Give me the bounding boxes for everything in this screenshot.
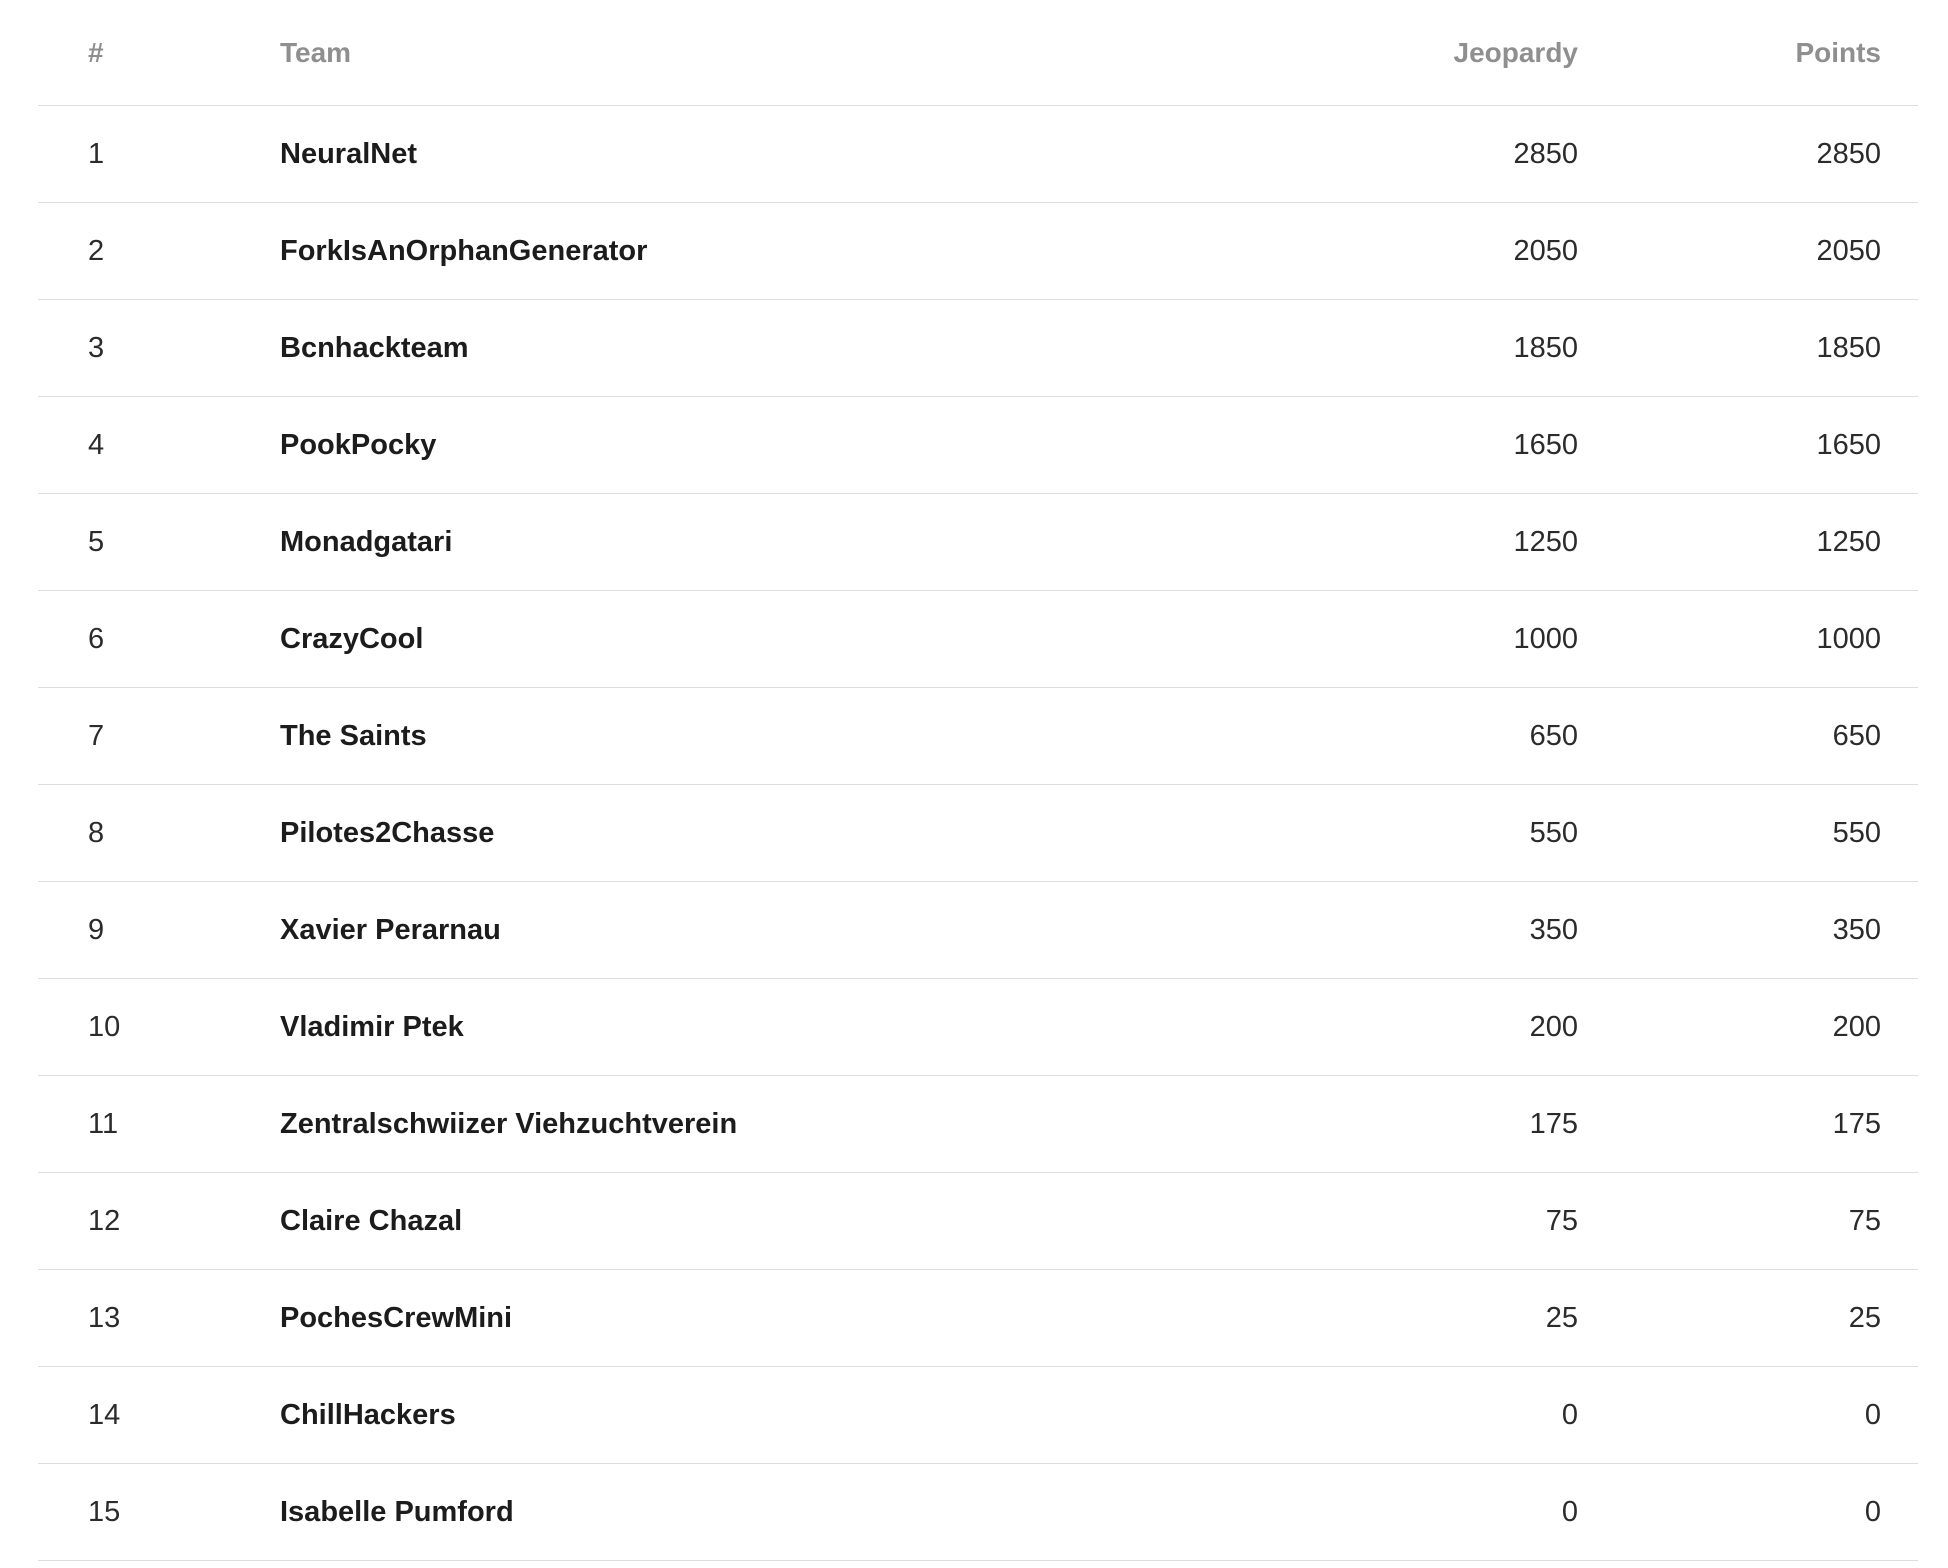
points-score: 1000: [1578, 591, 1918, 688]
table-row: [38, 494, 1918, 591]
table-row: [38, 1367, 1918, 1464]
team-name: Vladimir Ptek: [280, 979, 1116, 1076]
team-name: Zentralschwiizer Viehzuchtverein: [280, 1076, 1116, 1173]
team-name: Monadgatari: [280, 494, 1116, 591]
team-name: PochesCrewMini: [280, 1270, 1116, 1367]
column-header-rank: #: [38, 0, 280, 106]
scoreboard-body: [38, 106, 1918, 1561]
header-row: [38, 0, 1918, 106]
team-name: The Saints: [280, 688, 1116, 785]
jeopardy-score: 1850: [1116, 300, 1578, 397]
column-header-points: Points: [1578, 0, 1918, 106]
table-row: [38, 1076, 1918, 1173]
team-name: ChillHackers: [280, 1367, 1116, 1464]
rank-cell: 1: [38, 106, 280, 203]
rank-cell: 3: [38, 300, 280, 397]
rank-cell: 5: [38, 494, 280, 591]
table-row: [38, 1270, 1918, 1367]
rank-cell: 10: [38, 979, 280, 1076]
team-name: Bcnhackteam: [280, 300, 1116, 397]
jeopardy-score: 2850: [1116, 106, 1578, 203]
points-score: 2050: [1578, 203, 1918, 300]
team-name: Claire Chazal: [280, 1173, 1116, 1270]
points-score: 1250: [1578, 494, 1918, 591]
points-score: 175: [1578, 1076, 1918, 1173]
column-header-team: Team: [280, 0, 1116, 106]
table-row: [38, 1173, 1918, 1270]
points-score: 1650: [1578, 397, 1918, 494]
team-name: Isabelle Pumford: [280, 1464, 1116, 1561]
points-score: 25: [1578, 1270, 1918, 1367]
rank-cell: 4: [38, 397, 280, 494]
rank-cell: 7: [38, 688, 280, 785]
points-score: 0: [1578, 1367, 1918, 1464]
points-score: 1850: [1578, 300, 1918, 397]
table-row: [38, 106, 1918, 203]
rank-cell: 11: [38, 1076, 280, 1173]
jeopardy-score: 0: [1116, 1464, 1578, 1561]
points-score: 2850: [1578, 106, 1918, 203]
rank-cell: 12: [38, 1173, 280, 1270]
column-header-jeopardy: Jeopardy: [1116, 0, 1578, 106]
jeopardy-score: 0: [1116, 1367, 1578, 1464]
rank-cell: 2: [38, 203, 280, 300]
jeopardy-score: 2050: [1116, 203, 1578, 300]
team-name: ForkIsAnOrphanGenerator: [280, 203, 1116, 300]
jeopardy-score: 75: [1116, 1173, 1578, 1270]
rank-cell: 15: [38, 1464, 280, 1561]
scoreboard-table: [38, 0, 1918, 1561]
team-name: PookPocky: [280, 397, 1116, 494]
jeopardy-score: 550: [1116, 785, 1578, 882]
jeopardy-score: 200: [1116, 979, 1578, 1076]
rank-cell: 14: [38, 1367, 280, 1464]
jeopardy-score: 1650: [1116, 397, 1578, 494]
team-name: Pilotes2Chasse: [280, 785, 1116, 882]
table-row: [38, 979, 1918, 1076]
scoreboard-header: [38, 0, 1918, 106]
jeopardy-score: 1000: [1116, 591, 1578, 688]
rank-cell: 6: [38, 591, 280, 688]
table-row: [38, 591, 1918, 688]
rank-cell: 8: [38, 785, 280, 882]
table-row: [38, 203, 1918, 300]
points-score: 550: [1578, 785, 1918, 882]
team-name: CrazyCool: [280, 591, 1116, 688]
points-score: 200: [1578, 979, 1918, 1076]
team-name: NeuralNet: [280, 106, 1116, 203]
table-row: [38, 1464, 1918, 1561]
points-score: 75: [1578, 1173, 1918, 1270]
rank-cell: 13: [38, 1270, 280, 1367]
jeopardy-score: 25: [1116, 1270, 1578, 1367]
jeopardy-score: 1250: [1116, 494, 1578, 591]
jeopardy-score: 175: [1116, 1076, 1578, 1173]
points-score: 0: [1578, 1464, 1918, 1561]
team-name: Xavier Perarnau: [280, 882, 1116, 979]
points-score: 650: [1578, 688, 1918, 785]
table-row: [38, 397, 1918, 494]
points-score: 350: [1578, 882, 1918, 979]
table-row: [38, 882, 1918, 979]
table-row: [38, 300, 1918, 397]
table-row: [38, 785, 1918, 882]
jeopardy-score: 350: [1116, 882, 1578, 979]
jeopardy-score: 650: [1116, 688, 1578, 785]
table-row: [38, 688, 1918, 785]
rank-cell: 9: [38, 882, 280, 979]
